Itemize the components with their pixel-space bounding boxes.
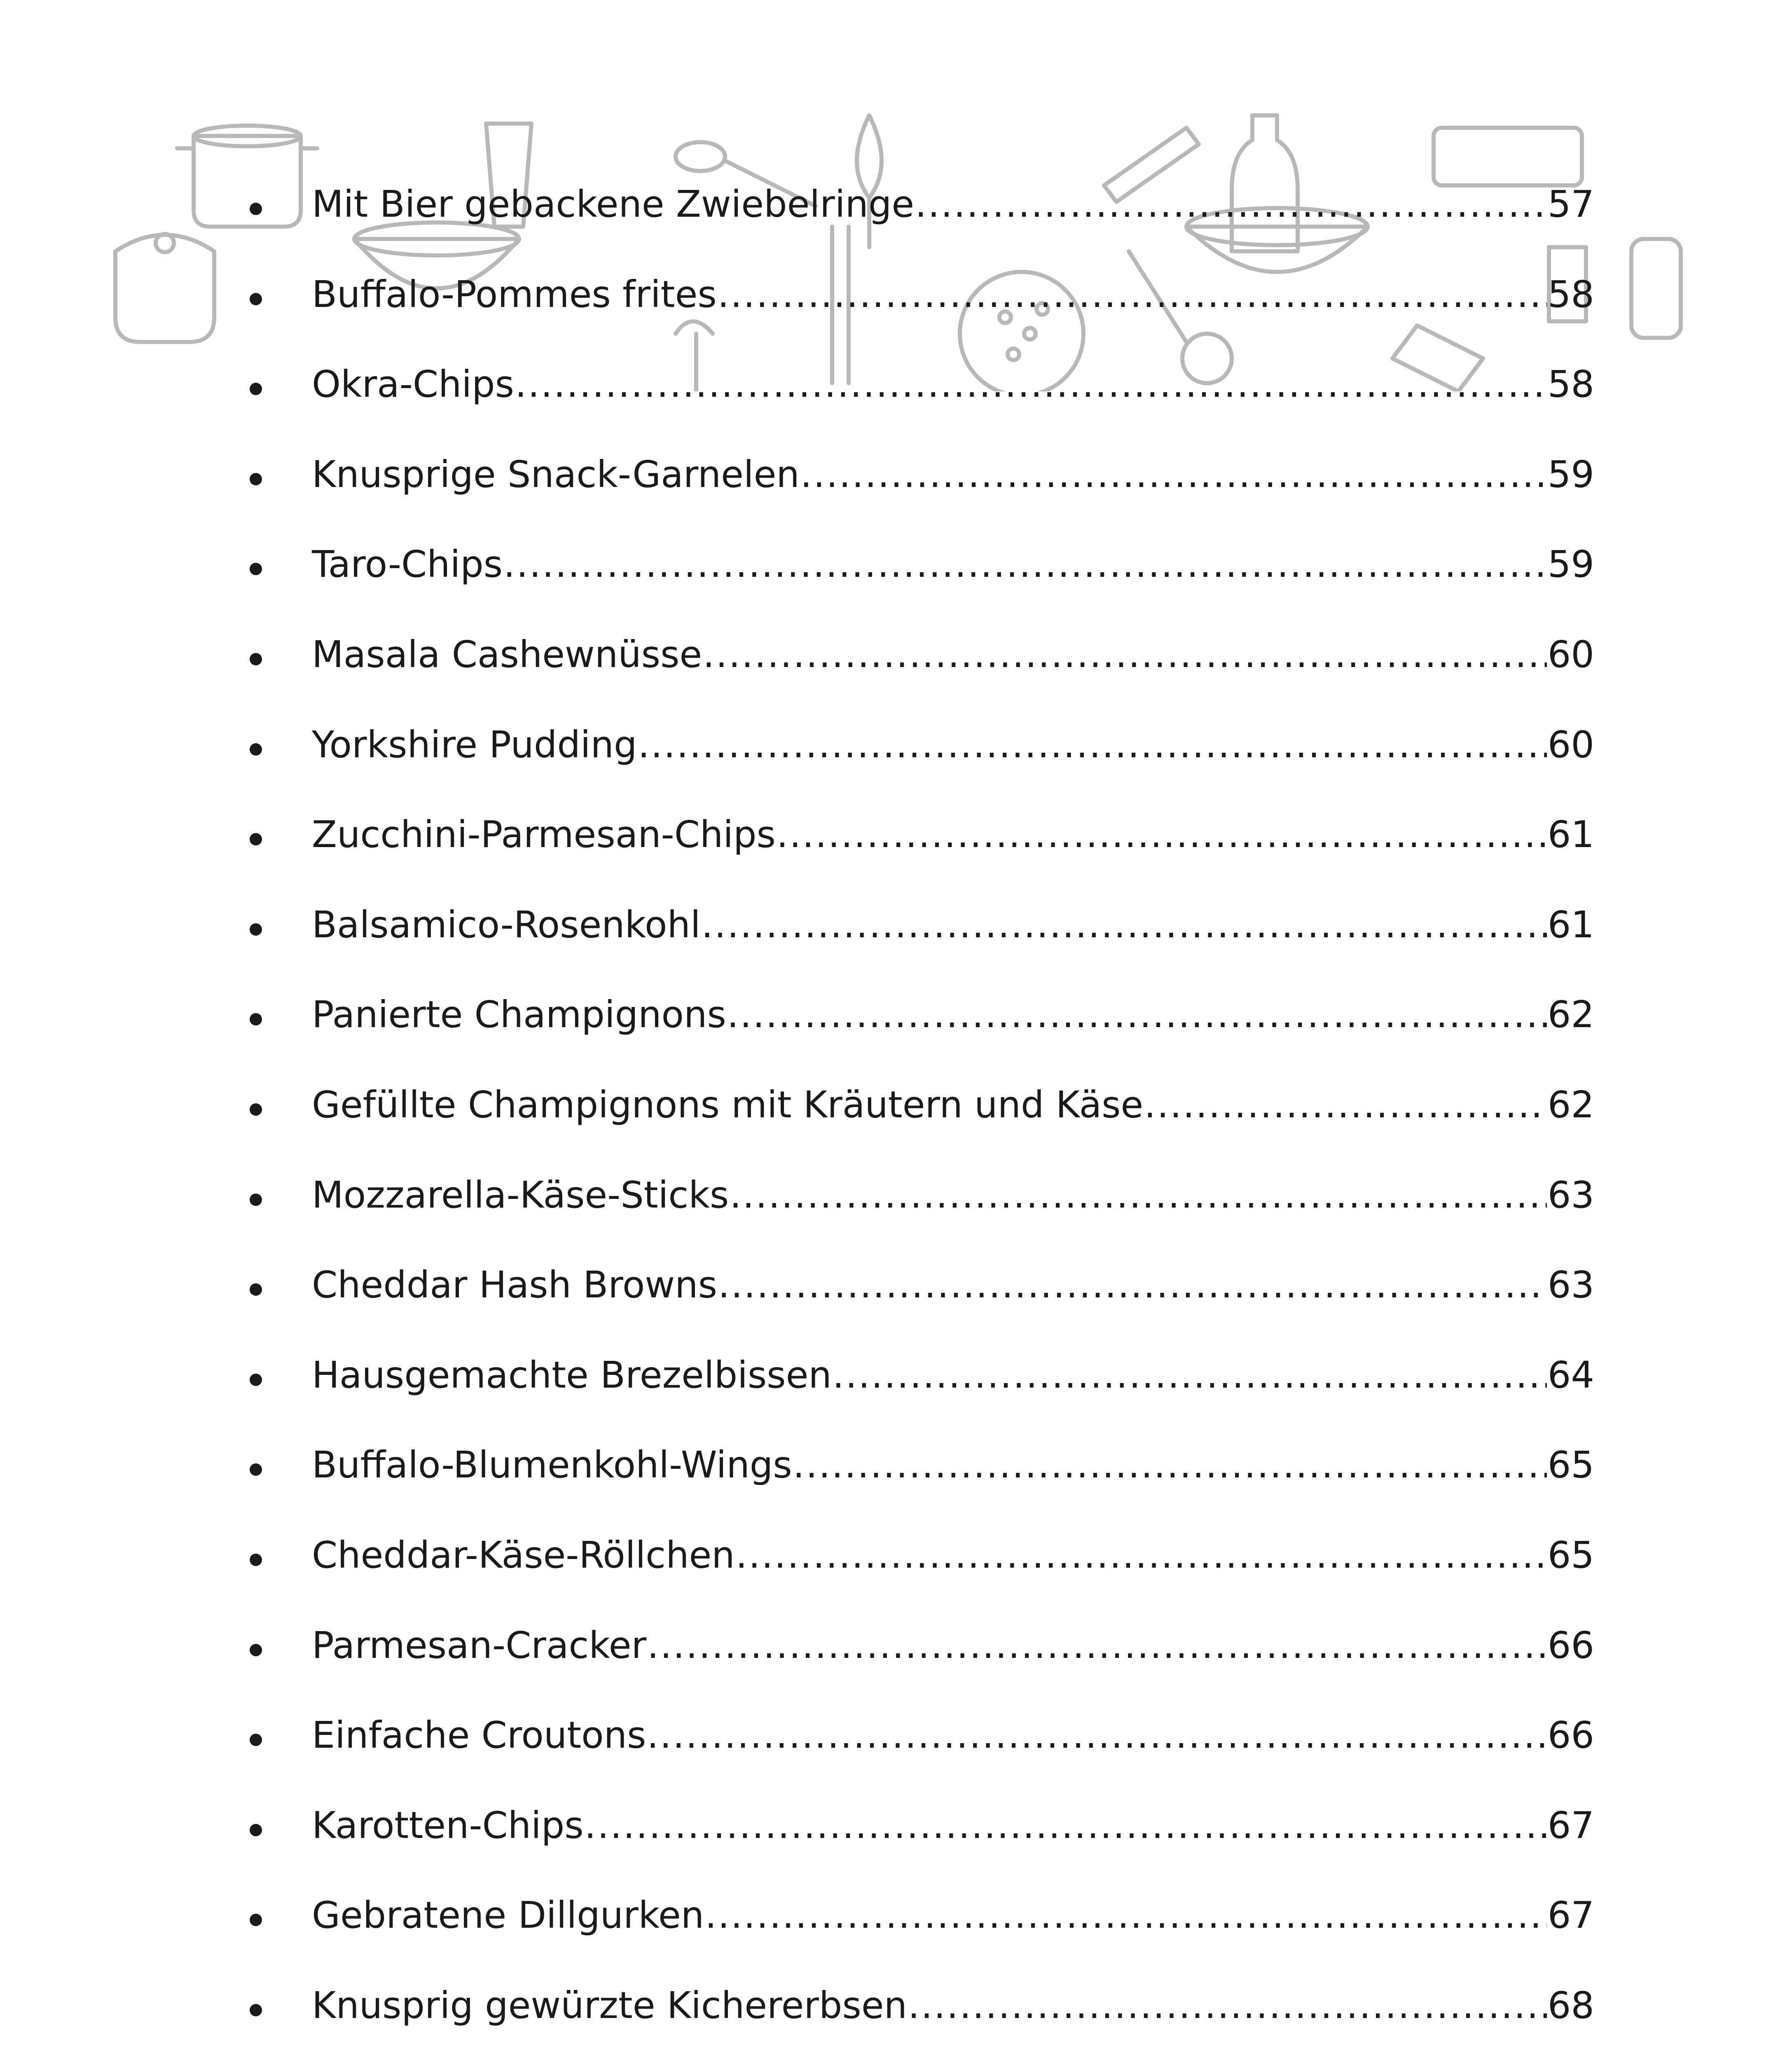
dot-leader bbox=[718, 1262, 1547, 1307]
bullet-icon bbox=[250, 1734, 262, 1746]
bullet-icon bbox=[250, 1914, 262, 1926]
toc-entry-line bbox=[312, 1892, 1594, 1938]
bullet-icon bbox=[250, 1283, 262, 1296]
bullet-icon bbox=[250, 1194, 262, 1206]
bullet-icon bbox=[250, 1554, 262, 1566]
toc-entry-line bbox=[312, 992, 1594, 1037]
dot-leader bbox=[908, 1983, 1547, 2028]
dot-leader bbox=[705, 1892, 1547, 1938]
toc-entry-page: 67 bbox=[1547, 1803, 1594, 1847]
toc-entry-page: 58 bbox=[1547, 363, 1594, 406]
dot-leader bbox=[727, 992, 1547, 1037]
dot-leader bbox=[833, 1352, 1547, 1398]
toc-entry-title: Karotten-Chips bbox=[312, 1803, 584, 1847]
toc-entry-line bbox=[312, 1712, 1594, 1758]
toc-entry-page: 66 bbox=[1547, 1623, 1594, 1667]
toc-entry-title: Knusprige Snack-Garnelen bbox=[312, 452, 800, 496]
toc-entry[interactable] bbox=[231, 722, 1594, 812]
toc-entry-page: 61 bbox=[1547, 903, 1594, 946]
dot-leader bbox=[702, 902, 1547, 947]
toc-entry-line bbox=[312, 1622, 1594, 1668]
toc-entry[interactable] bbox=[231, 272, 1594, 362]
toc-entry-title: Cheddar-Käse-Röllchen bbox=[312, 1533, 735, 1576]
toc-entry-page: 62 bbox=[1547, 993, 1594, 1036]
toc-entry-line bbox=[312, 812, 1594, 857]
toc-entry-page: 65 bbox=[1547, 1533, 1594, 1576]
dot-leader bbox=[647, 1712, 1546, 1758]
toc-entry[interactable] bbox=[231, 361, 1594, 452]
toc-entry[interactable] bbox=[231, 1532, 1594, 1622]
toc-entry-page: 62 bbox=[1547, 1083, 1594, 1126]
toc-entry-title: Hausgemachte Brezelbissen bbox=[312, 1353, 832, 1396]
toc-entry-title: Cheddar Hash Browns bbox=[312, 1263, 717, 1306]
toc-entry-line bbox=[312, 1983, 1594, 2028]
toc-entry[interactable] bbox=[231, 181, 1594, 272]
toc-entry-line bbox=[312, 361, 1594, 407]
toc-entry-page: 64 bbox=[1547, 1353, 1594, 1396]
bullet-icon bbox=[250, 833, 262, 845]
toc-entry-page: 67 bbox=[1547, 1894, 1594, 1937]
toc-entry-page: 65 bbox=[1547, 1443, 1594, 1486]
toc-entry-title: Taro-Chips bbox=[312, 543, 503, 586]
bullet-icon bbox=[250, 1824, 262, 1836]
toc-entry[interactable] bbox=[231, 992, 1594, 1082]
dot-leader bbox=[800, 452, 1547, 497]
toc-entry[interactable] bbox=[231, 1442, 1594, 1532]
toc-entry-page: 68 bbox=[1547, 1983, 1594, 2027]
bullet-icon bbox=[250, 743, 262, 756]
bullet-icon bbox=[250, 2004, 262, 2016]
toc-entry-line bbox=[312, 1442, 1594, 1487]
table-of-contents bbox=[231, 181, 1594, 2060]
toc-entry-title: Masala Cashewnüsse bbox=[312, 632, 702, 676]
toc-entry[interactable] bbox=[231, 1712, 1594, 1802]
dot-leader bbox=[515, 361, 1547, 407]
bullet-icon bbox=[250, 1374, 262, 1386]
toc-entry[interactable] bbox=[231, 1262, 1594, 1352]
toc-entry-line bbox=[312, 452, 1594, 497]
dot-leader bbox=[777, 812, 1547, 857]
toc-entry[interactable] bbox=[231, 1352, 1594, 1442]
toc-entry-title: Buffalo-Pommes frites bbox=[312, 272, 717, 316]
toc-entry-title: Einfache Croutons bbox=[312, 1714, 646, 1757]
toc-entry-page: 61 bbox=[1547, 813, 1594, 856]
toc-entry-title: Okra-Chips bbox=[312, 363, 514, 406]
bullet-icon bbox=[250, 653, 262, 665]
dot-leader bbox=[915, 181, 1547, 227]
toc-entry[interactable] bbox=[231, 1622, 1594, 1713]
toc-entry-title: Panierte Champignons bbox=[312, 993, 726, 1036]
bullet-icon bbox=[250, 293, 262, 305]
toc-entry-page: 63 bbox=[1547, 1263, 1594, 1306]
toc-entry-line bbox=[312, 1082, 1594, 1127]
dot-leader bbox=[736, 1532, 1547, 1578]
toc-entry-line bbox=[312, 722, 1594, 767]
toc-entry[interactable] bbox=[231, 1802, 1594, 1893]
toc-entry-title: Zucchini-Parmesan-Chips bbox=[312, 813, 776, 856]
toc-entry-line bbox=[312, 541, 1594, 587]
toc-entry-title: Gebratene Dillgurken bbox=[312, 1894, 704, 1937]
toc-entry-line bbox=[312, 1352, 1594, 1398]
bullet-icon bbox=[250, 203, 262, 215]
toc-entry-title: Yorkshire Pudding bbox=[312, 723, 637, 766]
toc-entry[interactable] bbox=[231, 812, 1594, 902]
toc-entry-page: 63 bbox=[1547, 1173, 1594, 1216]
toc-entry-page: 60 bbox=[1547, 723, 1594, 766]
dot-leader bbox=[793, 1442, 1547, 1487]
toc-entry-line bbox=[312, 1172, 1594, 1217]
toc-entry-page: 57 bbox=[1547, 183, 1594, 225]
toc-entry-title: Mit Bier gebackene Zwiebelringe bbox=[312, 183, 915, 225]
toc-entry-title: Mozzarella-Käse-Sticks bbox=[312, 1173, 729, 1216]
toc-entry[interactable] bbox=[231, 902, 1594, 992]
toc-entry[interactable] bbox=[231, 1892, 1594, 1983]
toc-entry-title: Gefüllte Champignons mit Kräutern und Käse bbox=[312, 1083, 1144, 1126]
dot-leader bbox=[730, 1172, 1547, 1217]
toc-entry[interactable] bbox=[231, 541, 1594, 632]
bullet-icon bbox=[250, 923, 262, 936]
toc-entry[interactable] bbox=[231, 452, 1594, 542]
dot-leader bbox=[585, 1802, 1547, 1848]
toc-entry-line bbox=[312, 181, 1594, 227]
toc-entry[interactable] bbox=[231, 632, 1594, 722]
toc-entry-page: 58 bbox=[1547, 272, 1594, 316]
bullet-icon bbox=[250, 1103, 262, 1116]
dot-leader bbox=[638, 722, 1546, 767]
toc-entry-title: Buffalo-Blumenkohl-Wings bbox=[312, 1443, 792, 1486]
toc-entry-page: 66 bbox=[1547, 1714, 1594, 1757]
bullet-icon bbox=[250, 1644, 262, 1656]
dot-leader bbox=[503, 541, 1547, 587]
bullet-icon bbox=[250, 1013, 262, 1025]
bullet-icon bbox=[250, 383, 262, 395]
toc-entry[interactable] bbox=[231, 1983, 1594, 2060]
toc-entry-line bbox=[312, 272, 1594, 317]
dot-leader bbox=[703, 632, 1547, 677]
toc-entry-title: Knusprig gewürzte Kichererbsen bbox=[312, 1983, 908, 2027]
toc-entry-title: Parmesan-Cracker bbox=[312, 1623, 647, 1667]
toc-entry-line bbox=[312, 1262, 1594, 1307]
toc-entry[interactable] bbox=[231, 1172, 1594, 1262]
toc-entry-page: 60 bbox=[1547, 632, 1594, 676]
bullet-icon bbox=[250, 563, 262, 575]
toc-entry[interactable] bbox=[231, 1082, 1594, 1172]
dot-leader bbox=[1144, 1082, 1547, 1127]
toc-entry-line bbox=[312, 632, 1594, 677]
toc-entry-title: Balsamico-Rosenkohl bbox=[312, 903, 701, 946]
toc-entry-page: 59 bbox=[1547, 452, 1594, 496]
dot-leader bbox=[647, 1622, 1547, 1668]
bullet-icon bbox=[250, 473, 262, 485]
toc-entry-line bbox=[312, 1532, 1594, 1578]
toc-entry-page: 59 bbox=[1547, 543, 1594, 586]
toc-entry-line bbox=[312, 1802, 1594, 1848]
bullet-icon bbox=[250, 1463, 262, 1476]
toc-entry-line bbox=[312, 902, 1594, 947]
dot-leader bbox=[718, 272, 1547, 317]
